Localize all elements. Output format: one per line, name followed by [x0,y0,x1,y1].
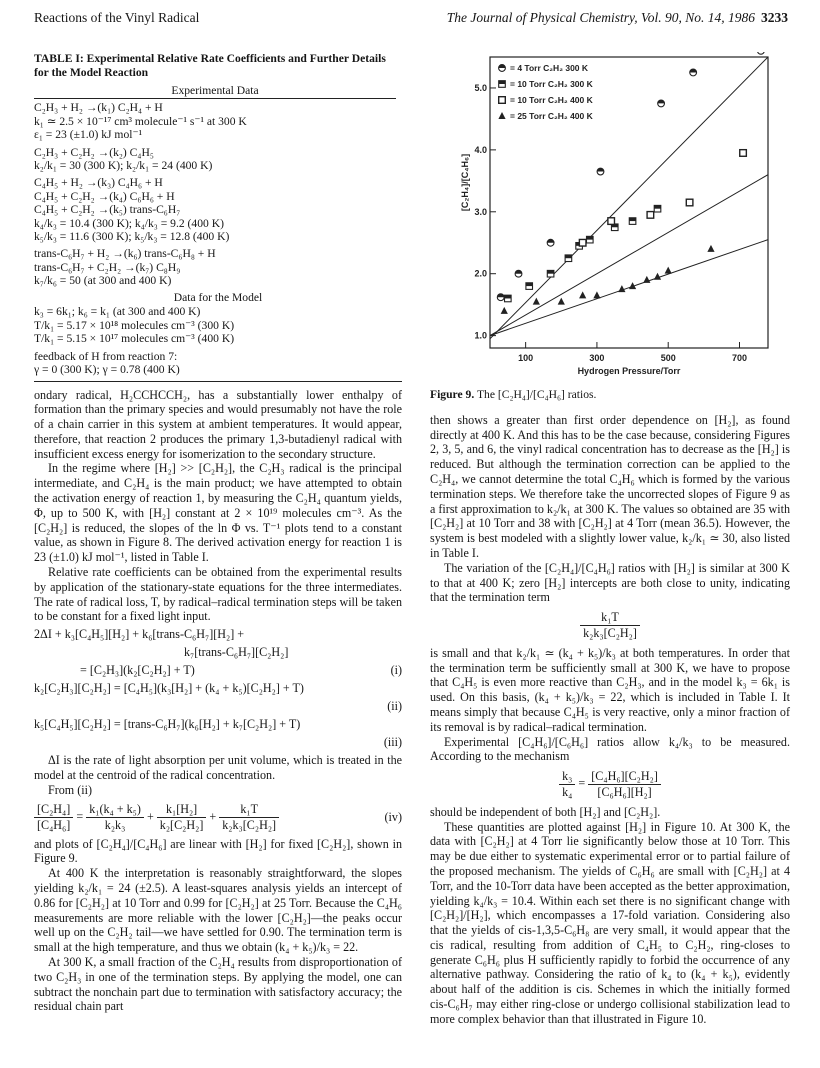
table-line-10: k₄/k₃ = 10.4 (300 K); k₄/k₃ = 9.2 (400 K) [34,216,224,230]
left-paragraph-8: At 300 K, a small fraction of the C₂H₄ results from disproportionation of two C₂H₃ in one of the termination steps. By applying the model, one can subtract the nonchain part due to termination with satisfactory accuracy; the residual chain part [34,955,402,1014]
table-model-line-1: T/k₁ = 5.17 × 10¹⁸ molecules cm⁻³ (300 K) [34,318,235,332]
running-header-title: Reactions of the Vinyl Radical [34,10,200,25]
table-line-4: C₂H₃ + C₂H₂ →(k₂) C₄H₅ [34,145,154,159]
point-s2-4 [740,150,747,157]
equation-iii-body: k₅[C₄H₅][C₂H₂] = [trans-C₆H₇](k₆[H₂] + k₇[C₂H₂] + T) [34,717,301,732]
x-tick-label-2: 500 [660,353,676,363]
table-bottom-rule [34,381,402,382]
table-line-7: C₄H₅ + H₂ →(k₃) C₄H₆ + H [34,176,163,190]
y-tick-label-2: 3.0 [474,206,487,217]
right-paragraph-6: These quantities are plotted against [H₂] in Figure 10. At 300 K, the data with [C₂H₂] at 4 Torr lie significantly below those at 10 Torr. This may be due either to systematic experimental error or to partial failure of the proposed mechanism. The yields of C₆H₆ are small with [C₂H₂] at 4 Torr, and the 10-Torr data have been accepted as the better approximation, yielding k₄/k₃ = 10.4. Within each set there is no significant change with [C₂H₂]/[H₂], which encompasses a 17-fold variation. Considering also that the yields of cis-1,3,5-C₆H₈ are very small, it would appear that the cis radical, resulting from addition of C₄H₅ to C₂H₂, ring-closes to generate C₆H₆ plus H sufficiently rapidly to forbid the occurrence of any alternative pathway. Considering the ratio of k₄ to (k₄ + k₅), evidently about half of the addition is cis. Schemes in which the initially formed cis-C₆H₇ may either ring-close or undergo collisional stabilization lead to more complex behavior than that illustrated in Figure 10. [430,819,790,1026]
right-paragraph-4: Experimental [C₄H₆]/[C₆H₆] ratios allow k₄/k₃ to be measured. According to the mechanism [430,734,790,764]
ratio-equation [430,769,790,800]
x-tick-label-0: 100 [518,353,534,363]
left-paragraph-5: From (ii) [48,782,93,797]
table-line-2: ε₁ = 23 (±1.0) kJ mol⁻¹ [34,128,143,142]
ratio-rhs [588,769,661,800]
point-s3-5 [618,285,625,292]
right-paragraph-5: should be independent of both [H₂] and [C₂H₂]. [430,804,661,819]
termination-term-num: k₁T [580,610,640,626]
termination-term [580,610,640,641]
y-tick-label-3: 4.0 [474,144,487,155]
eq-iv-t1-num: k₁(k₄ + k₅) [86,802,144,818]
legend-label-0: = 4 Torr C₂H₂ 300 K [510,63,589,73]
eq-iv-lhs-num: [C₂H₄] [34,802,73,818]
point-s3-4 [593,291,600,298]
eq-iv-t1-den: k₂k₃ [104,817,126,832]
eq-iv-t3-den: k₂k₃[C₂H₂] [222,817,277,832]
eq-iv-term-1 [86,802,144,833]
page-number: 3233 [761,10,788,25]
eq-iv-t3-num: k₁T [219,802,279,818]
equation-i-rhs: = [C₂H₃](k₂[C₂H₂] + T) [80,663,195,678]
fit-line-1 [490,175,768,336]
left-paragraph-2: In the regime where [H₂] >> [C₂H₂], the C₂H₃ radical is the principal intermediate, and C₂H₄ is the main product; we have attempted to obtain the activation energy of reaction 1, by measuring the C₂H₄ quantum yields, Φ, up to 500 K, with [H₂] constant at 2 × 10¹⁹ molecules cm⁻³. As the [C₂H₂] is reduced, the slopes of the ln Φ vs. T⁻¹ plots tend to a constant value, as shown in Figure 8. The derived activation energy for reaction 1 is 23 (±1.0) kJ mol⁻¹, listed in Table I. [34,461,402,565]
figure-9-caption [430,388,790,403]
point-s3-0 [501,307,508,314]
table-model-line-2: T/k₁ = 5.15 × 10¹⁷ molecules cm⁻³ (400 K) [34,332,235,346]
termination-term-fraction [430,610,790,641]
eq-iv-lhs-den: [C₄H₆] [37,817,71,832]
right-paragraph-1: then shows a greater than first order dependence on [H₂], as found directly at 400 K. And this has to be the case because, considering Figures 2, 3, 5, and 6, the vinyl radical concentration has to decrease as the [H₂] is reduced. But although the termination correction can be applied to the C₂H₄, we cannot determine the total C₄H₆ which is formed by the various termination steps. We therefore take the uncorrected slopes of Figure 9 as a first approximation to k₂/k₁ at 300 K. The values so obtained are 35 with [C₂H₂] at 10 Torr and 38 with [C₂H₂] at 4 Torr (mean 36.5). However, the system is best modeled with a slightly lower value, k₂/k₁ ≃ 30, also listed in Table I. [430,412,790,560]
left-paragraph-4: ΔI is the rate of light absorption per unit volume, which is treated in the model at the centroid of the radical concentration. [34,753,402,783]
x-tick-label-1: 300 [589,353,605,363]
left-column [34,52,402,1014]
table-line-8: C₄H₅ + C₂H₂ →(k₄) C₆H₆ + H [34,189,175,203]
table-caption: TABLE I: Experimental Relative Rate Coefficients and Further Details for the Model Reaction [34,52,386,79]
equation-iii [34,717,402,732]
point-s1-8-fill [654,205,661,208]
legend-label-2: = 10 Torr C₂H₂ 400 K [510,95,593,105]
eq-iv-t2-num: k₁[H₂] [157,802,207,818]
left-paragraph-7: At 400 K the interpretation is reasonably straightforward, the slopes yielding k₂/k₁ = 24 (±2.5). A least-squares analysis yields an intercept of 0.86 for [C₂H₂] at 10 Torr and 0.99 for [C₂H₂] at 25 Torr. Because the C₄H₆ measurements are more reliable with the lower [C₂H₂]—the peaks occur well up on the C₂H₂ tail—we have settled for 0.90. The termination term is small at the high temperature, and thus we obtain (k₄ + k₅)/k₃ = 22. [34,866,402,955]
table-line-11: k₅/k₃ = 11.6 (300 K); k₅/k₃ = 12.8 (400 K) [34,230,230,244]
table-line-5: k₂/k₁ = 30 (300 K); k₂/k₁ = 24 (400 K) [34,159,213,173]
equation-iv-number: (iv) [384,809,402,824]
legend-marker-3 [498,112,505,119]
equation-i-line-2: k₇[trans-C₆H₇][C₂H₂] [184,645,289,660]
equation-ii [34,681,402,696]
ratio-lhs [559,769,575,800]
equation-ii-body: k₂[C₂H₃][C₂H₂] = [C₄H₅](k₃[H₂] + (k₄ + k₅)[C₂H₂] + T) [34,681,304,696]
point-s2-0 [579,239,586,246]
x-tick-label-3: 700 [731,353,748,363]
table-line-0: C₂H₃ + H₂ →(k₁) C₂H₄ + H [34,101,163,115]
ratio-equals: = [578,776,589,791]
point-s3-3 [579,291,586,298]
x-axis-label: Hydrogen Pressure/Torr [577,366,681,376]
ratio-lhs-den: k₄ [562,784,573,799]
table-line-13: trans-C₆H₇ + H₂ →(k₆) trans-C₆H₈ + H [34,247,216,261]
figure-9 [430,52,780,382]
eq-iv-plus-2: + [209,808,220,823]
point-s3-7 [643,276,650,283]
equation-i-line-3 [34,663,402,678]
figure-9-caption-text: The [C₂H₄]/[C₄H₆] ratios. [476,388,597,401]
running-header-journal [447,10,788,26]
equation-iv [34,802,402,833]
right-paragraph-3: is small and that k₂/k₁ ≃ (k₄ + k₅)/k₃ at both temperatures. In order that the termination term be sufficiently small at 300 K, we have to propose that C₄H₅ is even more reactive than C₂H₃, and in the model k₃ = 6k₁ is used. On this basis, (k₄ + k₅)/k₃ = 22, which is included in Table I. It means simply that because C₄H₅ is very reactive, only a minor fraction of its removal is by radical–radical termination. [430,645,790,734]
eq-iv-lhs [34,802,73,833]
table-model-line-4: feedback of H from reaction 7: [34,349,178,363]
equation-i-line-1: 2ΔI + k₃[C₄H₅][H₂] + k₆[trans-C₆H₇][H₂] + [34,627,245,642]
eq-iv-plus-1: + [146,808,157,823]
table-line-1: k₁ ≃ 2.5 × 10⁻¹⁷ cm³ molecule⁻¹ s⁻¹ at 300 K [34,114,247,128]
left-paragraph-1: ondary radical, H₂CCHCCH₂, has a substantially lower enthalpy of formation than the primary species and would presumably not have the role of a chain carrier in this system at ambient temperatures. It would appear, therefore, that reaction 2 produces the primary 1,3-butadienyl radical with insufficient excess energy for isomerization to the secondary structure. [34,387,402,461]
ratio-rhs-den: [C₆H₆][H₂] [597,784,652,799]
y-tick-label-4: 5.0 [474,82,487,93]
point-s1-5-fill [586,236,593,239]
equation-ii-number: (ii) [387,699,402,714]
right-paragraph-2: The variation of the [C₂H₄]/[C₄H₆] ratios with [H₂] is similar at 300 K to that at 400 K; zero [H₂] intercepts are both close to unity, indicating that the termination term [430,560,790,605]
table-line-9: C₄H₅ + C₂H₂ →(k₅) trans-C₆H₇ [34,203,181,217]
journal-citation: The Journal of Physical Chemistry, Vol. 90, No. 14, 1986 [446,10,755,25]
equation-i-number: (i) [390,663,402,678]
point-s1-2-fill [547,270,554,273]
table-model-lines [34,305,402,376]
y-tick-label-1: 2.0 [474,268,487,279]
point-s3-9 [665,267,672,274]
y-axis-label: [C₂H₄]/[C₄H₆] [460,153,470,212]
legend-marker-1-fill [499,81,506,84]
table-model-line-5: γ = 0 (300 K); γ = 0.78 (400 K) [34,363,180,377]
table-line-14: trans-C₆H₇ + C₂H₂ →(k₇) C₈H₉ [34,260,181,274]
eq-iv-term-2 [157,802,207,833]
figure-9-chart [430,52,780,382]
termination-term-den: k₂k₃[C₂H₂] [583,625,637,640]
y-tick-label-0: 1.0 [474,330,487,341]
figure-9-label: Figure 9. [430,388,475,401]
eq-iv-term-3 [219,802,279,833]
left-paragraph-6: and plots of [C₂H₄]/[C₄H₆] are linear with [H₂] for fixed [C₂H₂], shown in Figure 9. [34,836,402,866]
left-paragraph-3: Relative rate coefficients can be obtained from the experimental results by application of the stationary-state equations for the three intermediates. The rate of radical loss, T, by radical–radical termination steps will be taken to be constant for a fixed light input. [34,565,402,624]
table-line-15: k₇/k₆ = 50 (at 300 and 400 K) [34,274,172,288]
table-model-head: Data for the Model [173,290,263,304]
point-s3-2 [558,298,565,305]
point-s3-1 [533,298,540,305]
table-head: Experimental Data [34,84,396,100]
ratio-rhs-num: [C₄H₆][C₂H₂] [588,769,661,785]
point-s2-1 [608,218,615,225]
point-s1-7-fill [629,218,636,221]
point-s2-2 [647,212,654,219]
point-s3-10 [707,245,714,252]
ratio-lhs-num: k₃ [559,769,575,785]
equation-iii-number: (iii) [383,735,402,750]
legend-label-1: = 10 Torr C₂H₂ 300 K [510,79,593,89]
point-s1-3-fill [565,255,572,258]
table-model-line-0: k₃ = 6k₁; k₆ = k₁ (at 300 and 400 K) [34,305,201,319]
point-s2-3 [686,199,693,206]
point-s1-0-fill [505,295,512,298]
right-column [430,52,790,1027]
legend-marker-2 [499,97,506,104]
eq-iv-equals: = [76,808,87,823]
legend-label-3: = 25 Torr C₂H₂ 400 K [510,111,593,121]
point-s1-1-fill [526,283,533,286]
table-lines [34,101,402,287]
eq-iv-t2-den: k₂[C₂H₂] [159,817,204,832]
point-s0-6 [757,52,764,54]
point-s3-8 [654,273,661,280]
